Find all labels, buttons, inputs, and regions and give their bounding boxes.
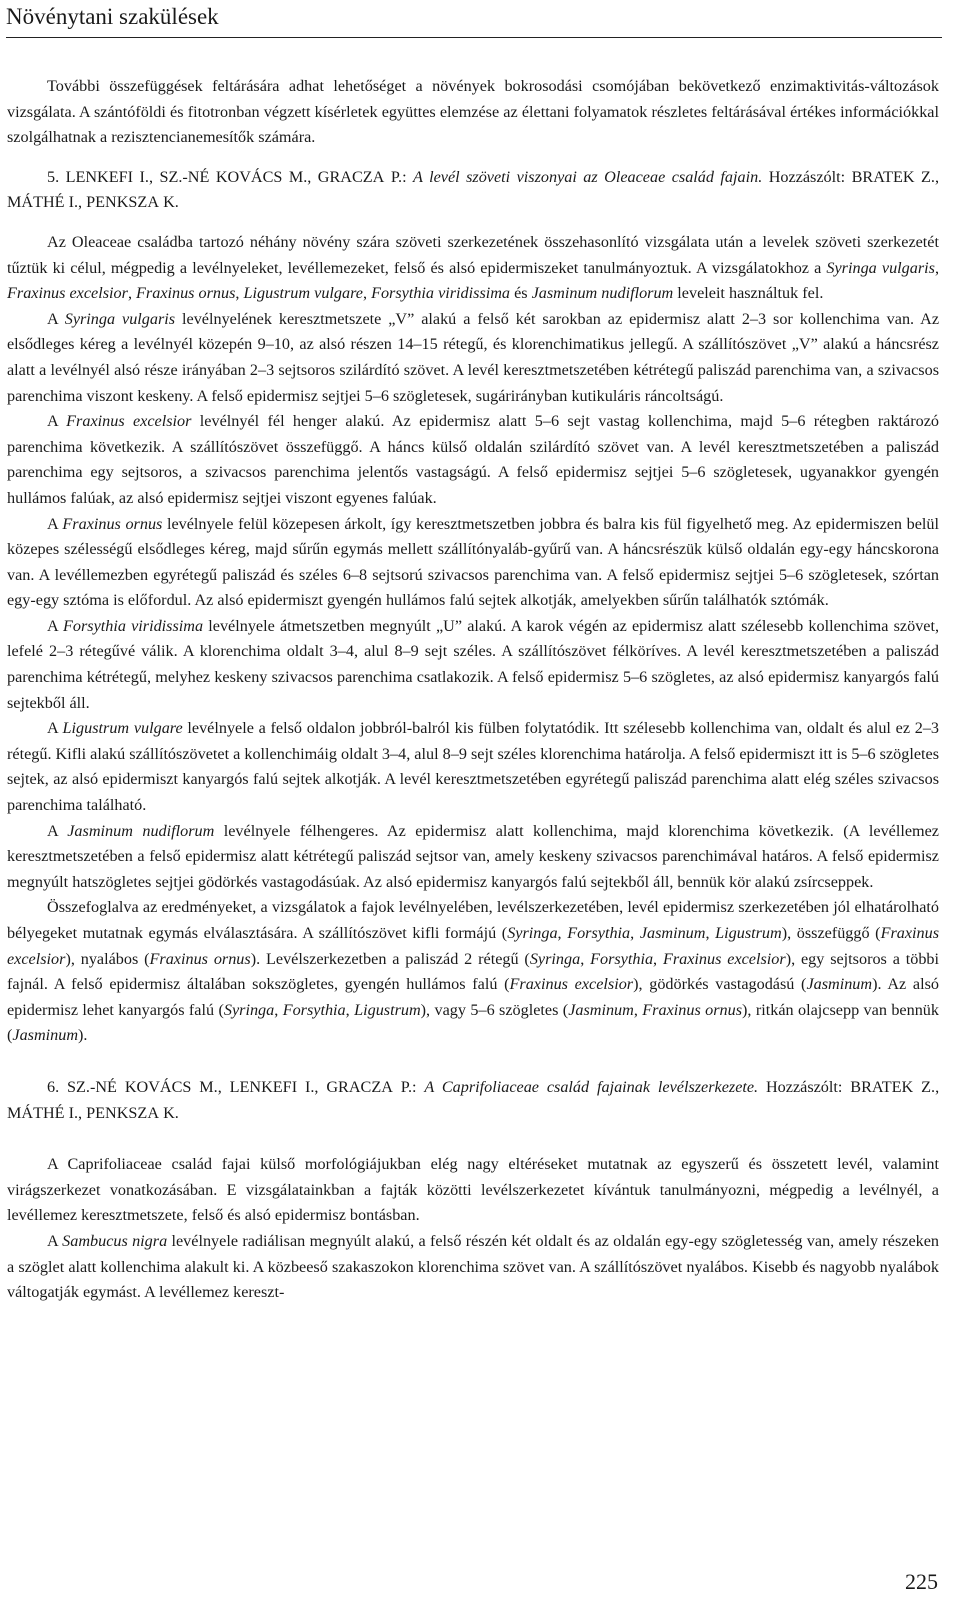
s5-paragraph-4: A Fraxinus ornus levélnyele felül közepesen árkolt, így keresztmetszetben jobbra és balra kis fül figyelhető meg. Az epidermiszen belül közepes szélességű elsődleges kéreg, majd sűrűn egymás mellett szállítónyaláb-gyűrű van. A háncsrészük külső oldalán egy-egy háncskorona van. A levéllemezben egyrétegű paliszád és széles 6–8 sejtsorú szivacsos parenchima van. A felső epidermisz sejtjei 5–6 szögletesek, szórtan egy-egy sztóma is előfordul. Az alsó epidermiszt gyengén hullámos falú sejtek alkotják, amelyekben sűrűn találhatók sztómák. [7, 514, 939, 610]
s5-paragraph-5: A Forsythia viridissima levélnyele átmetszetben megnyúlt „U” alakú. A karok végén az epidermisz alatt szélesebb kollenchima szövet, lefelé 2–3 rétegűvé válik. A klorenchima oldalt 3–4, alul 8–9 sejt széles. A szállítószövet félköríves. A levél keresztmetszetében a paliszád parenchima kétrétegű, melyhez keskeny szivacsos parenchima csatlakozik. A felső epidermisz 5–6 szögletes, az alsó epidermisz kanyargós falú sejtekből áll. [7, 616, 940, 712]
s5-paragraph-1: Az Oleaceae családba tartozó néhány növény szára szöveti szerkezetének összehasonlító vizsgálata után a levelek szöveti szerkezetét tűztük ki célul, mégpedig a levélnyeleket, levéllemezeket, felső és alsó epidermiszeket tanulmányoztuk. A vizsgálatokhoz a Syringa vulgaris, Fraxinus excelsior, Fraxinus ornus, Ligustrum vulgare, Forsythia viridissima és Jasminum nudiflorum leveleit használtuk fel. [7, 232, 939, 303]
s5-summary-paragraph: Összefoglalva az eredményeket, a vizsgálatok a fajok levélnyelében, levélszerkezetében, levél epidermisz szerkezetében jól elhatárolható bélyegeket mutatnak egymás elválasztására. A szállítószövet kifli formájú (Syringa, Forsythia, Jasminum, Ligustrum), összefüggő (Fraxinus excelsior), nyalábos (Fraxinus ornus). Levélszerkezetben a paliszád 2 rétegű (Syringa, Forsythia, Fraxinus excelsior), egy sejtsoros a többi fajnál. A felső epidermisz általában sokszögletes, gyengén hullámos falú (Fraxinus excelsior), gödörkés vastagodású (Jasminum). Az alsó epidermisz lehet kanyargós falú (Syringa, Forsythia, Ligustrum), vagy 5–6 szögletes (Jasminum, Fraxinus ornus), ritkán olajcsepp van bennük (Jasminum). [7, 898, 940, 1045]
running-header: Növénytani szakülések [6, 4, 219, 29]
section-5-heading: 5. LENKEFI I., SZ.-NÉ KOVÁCS M., GRACZA P.: A levél szöveti viszonyai az Oleaceae család fajain. Hozzászólt: BRATEK Z., MÁTHÉ I., PENKSZA K. [7, 167, 939, 212]
page-body [7, 74, 939, 1306]
s6-paragraph-2: A Sambucus nigra levélnyele radiálisan megnyúlt alakú, a felső részén két oldalt és az oldalán egy-egy szögletesség van, amely részeken a szöglet alatt kollenchima alakult ki. A közbeeső szakaszokon klorenchima szövet van. A szállítószövet nyalábos. Kisebb és nagyobb nyalábok váltogatják egymást. A levéllemez kereszt- [7, 1231, 940, 1302]
header-rule [6, 37, 942, 38]
s5-paragraph-3: A Fraxinus excelsior levélnyél fél henger alakú. Az epidermisz alatt 5–6 sejt vastag kollenchima, majd 5–6 rétegben raktározó parenchima következik. A szállítószövet összefüggő. A háncs külső oldalán szilárdító szövet van. A levél keresztmetszetében a paliszád parenchima egy sejtsoros, a szivacsos parenchima jelentős vastagságú. A felső epidermisz sejtjei 5–6 szögletesek, ugyanakkor gyengén hullámos falúak, az alsó epidermisz sejtjei viszont egyenes falúak. [7, 412, 939, 507]
s5-paragraph-6: A Ligustrum vulgare levélnyele a felső oldalon jobbról-balról kis fülben folytatódik. Itt szélesebb kollenchima van, oldalt és alul ez 2–3 rétegű. Kifli alakú szállítószövetet a kollenchimáig oldalt 3–4, alul 8–9 sejt széles klorenchima határolja. A felső epidermiszt itt is 5–6 szögletes sejtek, az alsó epidermiszt kanyargós falú sejtek alkotják. A levél keresztmetszetében egyrétegű paliszád parenchima alatt elég széles szivacsos parenchima található. [7, 719, 940, 815]
intro-paragraph: További összefüggések feltárására adhat lehetőséget a növények bokrosodási csomójában bekövetkező enzimaktivitás-változások vizsgálata. A szántóföldi és fitotronban végzett kísérletek együttes elemzése az élettani folyamatok részletes feltárásával értékes információkkal szolgálhatnak a rezisztencianemesítők számára. [7, 77, 939, 147]
s5-paragraph-2: A Syringa vulgaris levélnyelének keresztmetszete „V” alakú a felső két sarokban az epidermisz alatt 2–3 sor kollenchima van. Az elsődleges kéreg a levélnyél közepén 9–10, az alsó részen 14–15 rétegű, és klorenchimatikus jellegű. A szállítószövet „V” alakú a háncsrész alatt a levélnyél alsó része irányában 2–3 sejtsoros szilárdító szövet. A levél keresztmetszetében kétrétegű paliszád parenchima van, a szivacsos parenchima viszont keskeny. A felső epidermisz sejtjei 5–6 szögletesek, sugárirányban kutikuláris ráncoltságú. [7, 309, 940, 405]
section-6-heading: 6. SZ.-NÉ KOVÁCS M., LENKEFI I., GRACZA P.: A Caprifoliaceae család fajainak levélszerkezete. Hozzászólt: BRATEK Z., MÁTHÉ I., PENKSZA K. [7, 1077, 940, 1122]
section-6-title: A Caprifoliaceae család fajainak levélszerkezete. [424, 1077, 759, 1096]
section-5-title: A levél szöveti viszonyai az Oleaceae család fajain. [413, 167, 763, 186]
s5-paragraph-7: A Jasminum nudiflorum levélnyele félhengeres. Az epidermisz alatt kollenchima, majd klorenchima következik. (A levéllemez keresztmetszetében a felső epidermisz alatt kétrétegű paliszád sejtsor van, amely keskeny szivacsos parenchimával határos. A felső epidermisz megnyúlt hatszögletes sejtjei gödörkés vastagodásúak. Az alsó epidermisz kanyargós falú sejtekből áll, bennük kör alakú zsírcseppek. [7, 821, 939, 891]
s6-paragraph-1: A Caprifoliaceae család fajai külső morfológiájukban elég nagy eltéréseket mutatnak az egyszerű és összetett levél, valamint virágszerkezet vonatkozásában. E vizsgálatainkban a fajták közötti levélszerkezetet kívántuk tanulmányozni, mégpedig a levélnyél, a levéllemez keresztmetszete, felső és alsó epidermisz bontásban. [7, 1155, 939, 1225]
page-number: 225 [905, 1569, 938, 1594]
